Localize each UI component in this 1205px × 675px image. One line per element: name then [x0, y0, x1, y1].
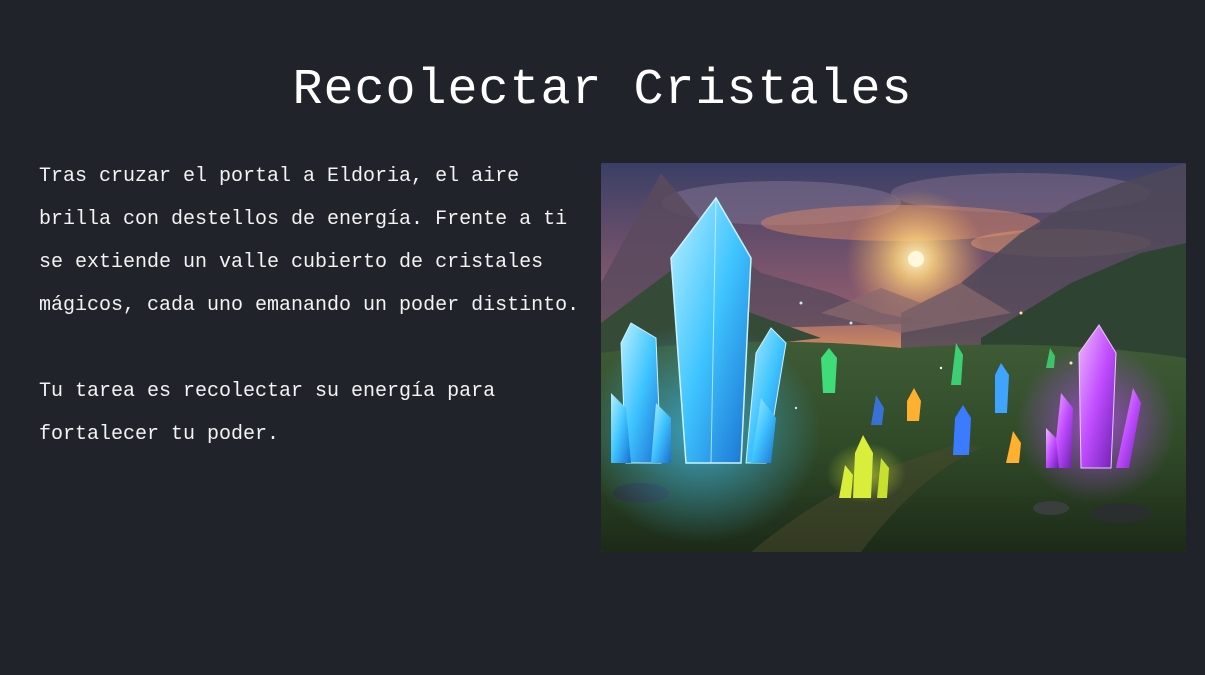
crystal-valley-illustration [601, 163, 1186, 552]
story-text [39, 155, 599, 456]
story-paragraph-1: Tras cruzar el portal a Eldoria, el aire brilla con destellos de energía. Frente a ti se extiende un valle cubierto de cristales mágicos, cada uno emanando un poder distinto. [39, 165, 580, 317]
page-title: Recolectar Cristales [292, 62, 913, 119]
story-paragraph-2: Tu tarea es recolectar su energía para fortalecer tu poder. [39, 380, 496, 446]
